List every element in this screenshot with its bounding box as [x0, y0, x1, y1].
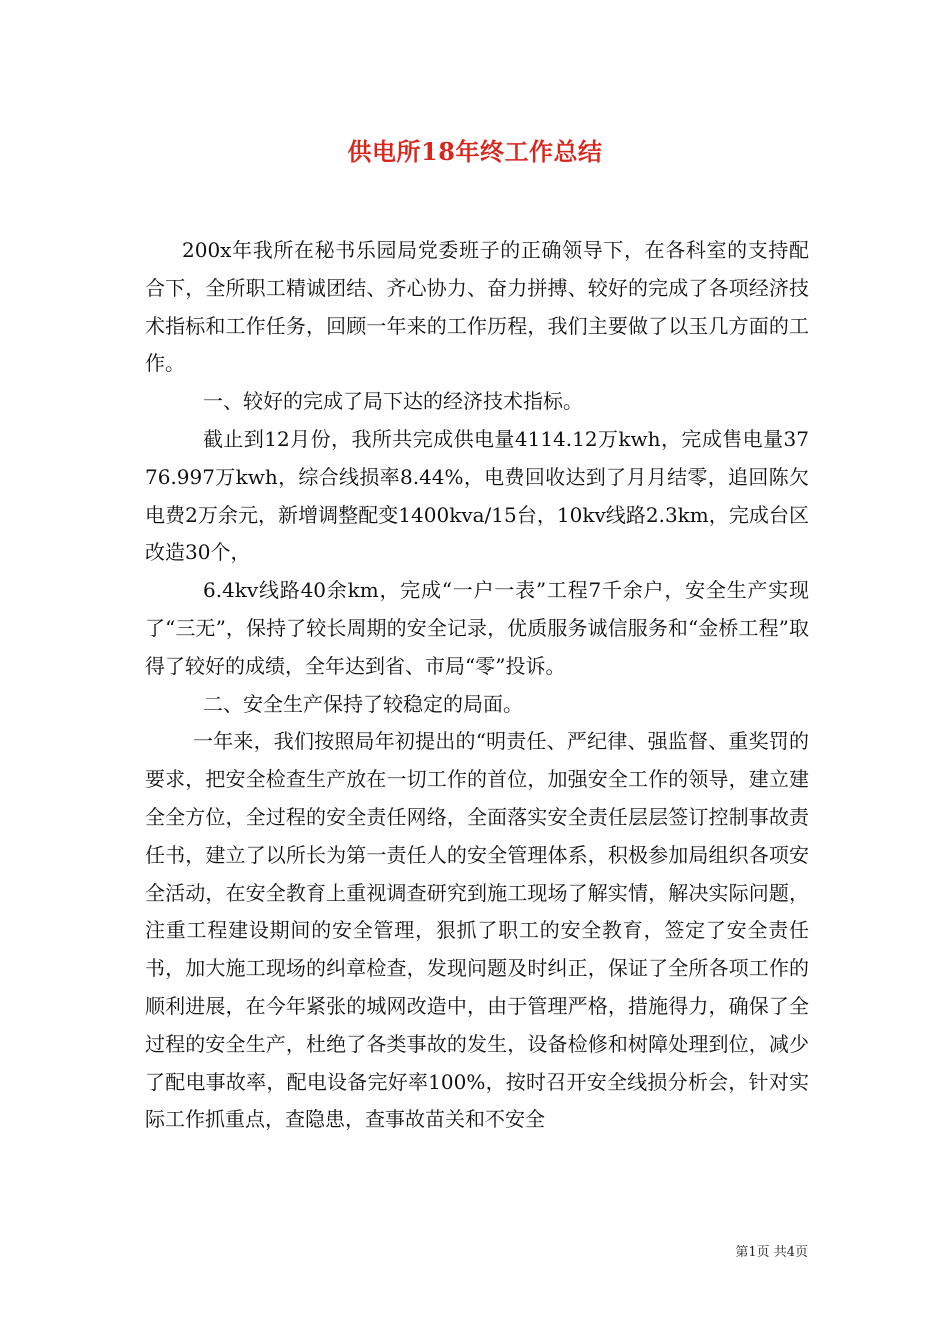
- page-title: 供电所18年终工作总结: [347, 137, 603, 166]
- section-heading-2: 二、安全生产保持了较稳定的局面。: [203, 691, 523, 716]
- document-body: [145, 232, 809, 1139]
- page-number: 第1页 共4页: [735, 1245, 808, 1260]
- paragraph-safety: 一年来，我们按照局年初提出的“明责任、严纪律、强监督、重奖罚的要求，把安全检查生产放在一切工作的首位，加强安全工作的领导，建立建全全方位，全过程的安全责任网络，全面落实安全责任层层签订控制事故责任书，建立了以所长为第一责任人的安全管理体系，积极参加局组织各项安全活动，在安全教育上重视调查研究到施工现场了解实情，解决实际问题，注重工程建设期间的安全管理，狠抓了职工的安全教育，签定了安全责任书，加大施工现场的纠章检查，发现问题及时纠正，保证了全所各项工作的顺利进展，在今年紧张的城网改造中，由于管理严格，措施得力，确保了全过程的安全生产，杜绝了各类事故的发生，设备检修和树障处理到位，减少了配电事故率，配电设备完好率100%，按时召开安全线损分析会，针对实际工作抓重点，查隐患，查事故苗关和不安全: [145, 729, 809, 1132]
- section-heading-1: 一、较好的完成了局下达的经济技术指标。: [203, 389, 583, 414]
- paragraph-achievements: 6.4kv线路40余km，完成“一户一表”工程7千余户，安全生产实现了“三无”，保持了较长周期的安全记录，优质服务诚信服务和“金桥工程”取得了较好的成绩，全年达到省、市局“零”投诉。: [145, 578, 809, 678]
- paragraph-indicators: 截止到12月份，我所共完成供电量4114.12万kwh，完成售电量3776.997万kwh，综合线损率8.44%，电费回收达到了月月结零，追回陈欠电费2万余元，新增调整配变1400kva/15台，10kv线路2.3km，完成台区改造30个，: [145, 426, 809, 565]
- paragraph-intro: 200x年我所在秘书乐园局党委班子的正确领导下，在各科室的支持配合下，全所职工精诚团结、齐心协力、奋力拼搏、较好的完成了各项经济技术指标和工作任务，回顾一年来的工作历程，我们主要做了以玉几方面的工作。: [145, 238, 809, 376]
